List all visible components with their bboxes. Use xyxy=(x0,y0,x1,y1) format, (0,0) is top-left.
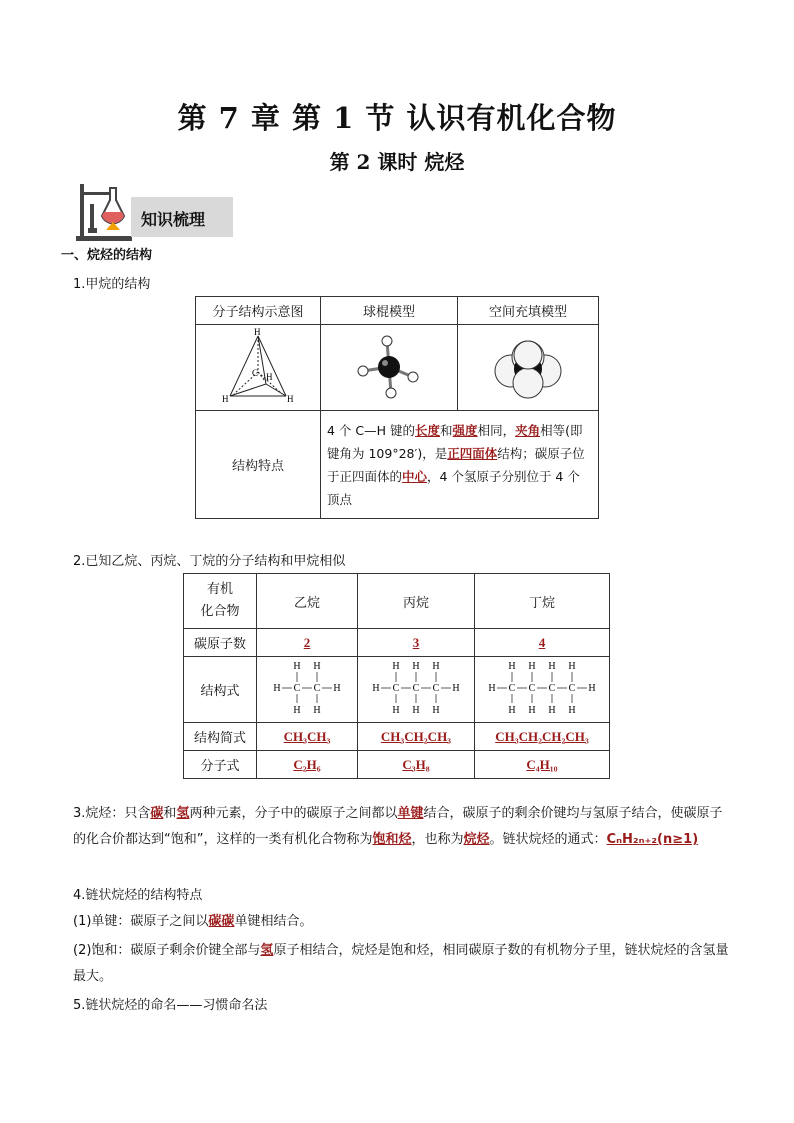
col-header: 丁烷 xyxy=(475,574,610,629)
feature-text: 相等(即键角为 109°28′)，是 xyxy=(327,422,583,461)
corner-header: 有机 化合物 xyxy=(184,574,257,629)
space-filling-model-cell xyxy=(458,325,599,411)
atom-label: H xyxy=(254,326,261,337)
hydrogen-atom: H xyxy=(548,704,556,716)
carbon-atom: C xyxy=(293,682,301,694)
hydrogen-atom: H xyxy=(313,660,321,672)
ball-stick-model xyxy=(349,331,429,401)
hydrogen-atom: H xyxy=(432,660,440,672)
carbon-atom: C xyxy=(412,682,420,694)
para-text: 。链状烷烃的通式： xyxy=(489,832,607,847)
item-heading: 1.甲烷的结构 xyxy=(73,277,151,292)
ethane-structural-formula xyxy=(267,658,347,718)
hydrogen-atom: H xyxy=(452,682,460,694)
atom-label: H xyxy=(222,393,229,404)
answer-single-bond: 单键 xyxy=(397,806,424,821)
structural-formula-cell xyxy=(358,657,475,723)
para-text: (2)饱和：碳原子剩余价键全部与 xyxy=(73,943,261,958)
hydrogen-atom: H xyxy=(392,704,400,716)
hydrogen-atom: H xyxy=(588,682,596,694)
page-subtitle: 第 2 课时 烷烃 xyxy=(329,150,465,174)
condensed-formula: CH₃CH₂CH₃ xyxy=(358,723,475,751)
section-heading: 一、烷烃的结构 xyxy=(61,248,153,263)
answer-hydrogen: 氢 xyxy=(176,806,190,821)
para-text: 3.烷烃：只含 xyxy=(73,806,151,821)
hydrogen-atom: H xyxy=(293,704,301,716)
col-header: 乙烷 xyxy=(257,574,358,629)
row-label: 分子式 xyxy=(184,751,257,779)
condensed-formula: CH₃CH₃ xyxy=(257,723,358,751)
carbon-atom: C xyxy=(508,682,516,694)
alkane-comparison-table xyxy=(183,573,610,779)
row-label: 结构简式 xyxy=(184,723,257,751)
table-header: 空间充填模型 xyxy=(458,297,599,325)
feature-text: 4 个 C—H 键的 xyxy=(327,422,416,438)
atom-label: H xyxy=(287,393,294,404)
row-label: 结构特点 xyxy=(196,411,321,519)
structure-features xyxy=(321,411,599,519)
hydrogen-atom: H xyxy=(528,660,536,672)
page-title: 第 7 章 第 1 节 认识有机化合物 xyxy=(177,101,617,135)
hydrogen-atom: H xyxy=(432,704,440,716)
answer-general-formula: CₙH₂ₙ₊₂(n≥1) xyxy=(606,832,699,847)
paragraph-single-bond xyxy=(73,909,733,935)
hydrogen-atom: H xyxy=(313,704,321,716)
item-heading: 2.已知乙烷、丙烷、丁烷的分子结构和甲烷相似 xyxy=(73,554,346,569)
carbon-count: 2 xyxy=(257,629,358,657)
paragraph-alkane-definition xyxy=(73,801,733,853)
hydrogen-atom: H xyxy=(508,704,516,716)
para-text: 原子相结合，烷烃是饱和烃，相同碳原子数的有机物分子里，链状烷烃的含氢量最大。 xyxy=(73,943,729,984)
structural-formula-cell xyxy=(475,657,610,723)
hydrogen-atom: H xyxy=(293,660,301,672)
answer-hydrogen: 氢 xyxy=(260,943,274,958)
propane-structural-formula xyxy=(366,658,466,718)
lab-flask-icon xyxy=(76,180,134,242)
answer-saturated: 饱和烃 xyxy=(372,832,412,847)
hydrogen-atom: H xyxy=(488,682,496,694)
answer-center: 中心 xyxy=(402,468,428,484)
answer-strength: 强度 xyxy=(452,422,478,438)
tetrahedron-diagram xyxy=(208,326,308,406)
para-text: (1)单键：碳原子之间以 xyxy=(73,914,209,929)
hydrogen-atom: H xyxy=(412,704,420,716)
carbon-atom: C xyxy=(528,682,536,694)
condensed-formula: CH₃CH₂CH₂CH₃ xyxy=(475,723,610,751)
hydrogen-atom: H xyxy=(412,660,420,672)
molecular-formula: C₂H₆ xyxy=(257,751,358,779)
hydrogen-atom: H xyxy=(333,682,341,694)
feature-text: 相同， xyxy=(477,422,516,438)
feature-text: ，4 个氢原子分别位于 4 个顶点 xyxy=(327,468,580,507)
paragraph-saturation xyxy=(73,938,733,990)
space-filling-model xyxy=(483,331,573,401)
item-heading: 4.链状烷烃的结构特点 xyxy=(73,888,203,903)
answer-carbon-carbon: 碳碳 xyxy=(208,914,235,929)
carbon-atom: C xyxy=(432,682,440,694)
row-label: 结构式 xyxy=(184,657,257,723)
hydrogen-atom: H xyxy=(273,682,281,694)
hydrogen-atom: H xyxy=(568,704,576,716)
answer-carbon: 碳 xyxy=(150,806,164,821)
answer-tetrahedron: 正四面体 xyxy=(447,445,498,461)
carbon-atom: C xyxy=(548,682,556,694)
answer-alkane: 烷烃 xyxy=(463,832,490,847)
feature-text: 和 xyxy=(440,422,453,438)
col-header: 丙烷 xyxy=(358,574,475,629)
ball-stick-model-cell xyxy=(321,325,458,411)
para-text: ，也称为 xyxy=(411,832,464,847)
para-text: 两种元素，分子中的碳原子之间都以 xyxy=(189,806,398,821)
para-text: 和 xyxy=(163,806,177,821)
methane-structure-table xyxy=(195,296,599,519)
hydrogen-atom: H xyxy=(548,660,556,672)
answer-angle: 夹角 xyxy=(515,422,541,438)
banner-label: 知识梳理 xyxy=(141,210,206,229)
table-header: 球棍模型 xyxy=(321,297,458,325)
carbon-atom: C xyxy=(568,682,576,694)
hydrogen-atom: H xyxy=(528,704,536,716)
para-text: 单键相结合。 xyxy=(234,914,313,929)
section-banner xyxy=(131,197,233,237)
carbon-count: 4 xyxy=(475,629,610,657)
item-heading: 5.链状烷烃的命名——习惯命名法 xyxy=(73,998,268,1013)
para-text: 结合，碳原子的剩余价键均与氢原子结合，使碳原子的化合价都达到“饱和”，这样的一类有机化合物称为 xyxy=(73,806,723,847)
table-header: 分子结构示意图 xyxy=(196,297,321,325)
molecular-formula: C₄H₁₀ xyxy=(475,751,610,779)
hydrogen-atom: H xyxy=(568,660,576,672)
carbon-atom: C xyxy=(392,682,400,694)
structural-formula-cell xyxy=(257,657,358,723)
feature-text: 结构；碳原子位于正四面体的 xyxy=(327,445,585,484)
tetrahedron-diagram-cell xyxy=(196,325,321,411)
atom-label: H xyxy=(266,371,273,382)
hydrogen-atom: H xyxy=(372,682,380,694)
hydrogen-atom: H xyxy=(392,660,400,672)
carbon-atom: C xyxy=(313,682,321,694)
hydrogen-atom: H xyxy=(508,660,516,672)
atom-label: C xyxy=(252,367,259,378)
answer-length: 长度 xyxy=(415,422,441,438)
molecular-formula: C₃H₈ xyxy=(358,751,475,779)
butane-structural-formula xyxy=(482,658,602,718)
carbon-count: 3 xyxy=(358,629,475,657)
row-label: 碳原子数 xyxy=(184,629,257,657)
